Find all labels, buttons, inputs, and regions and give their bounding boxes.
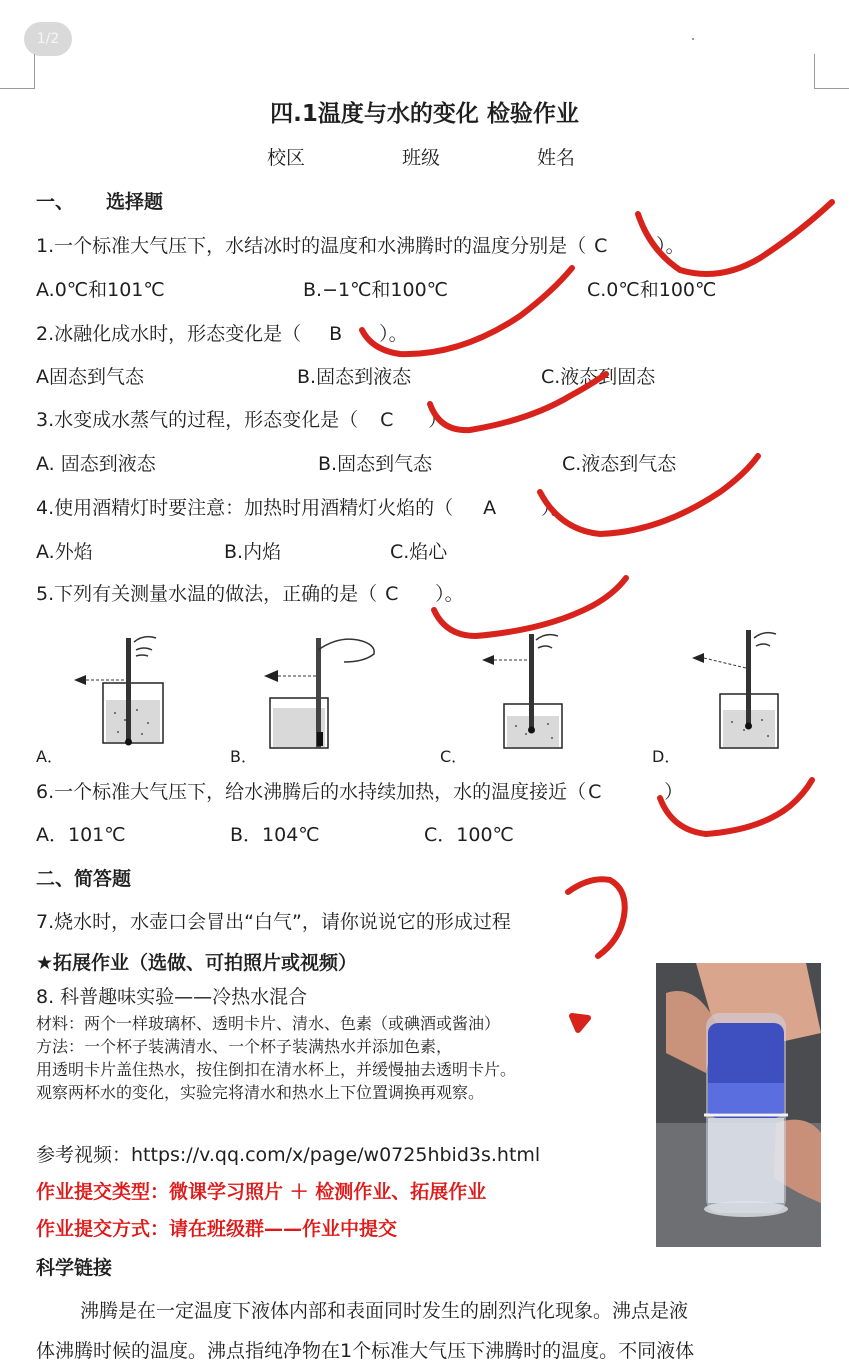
check-mark bbox=[568, 879, 625, 956]
question-close: ） bbox=[664, 781, 684, 803]
submit-method: 作业提交方式：请在班级群——作业中提交 bbox=[36, 1218, 398, 1240]
question-text: 5.下列有关测量水温的做法，正确的是（ bbox=[36, 583, 378, 605]
option-c: C.液态到气态 bbox=[562, 453, 677, 475]
page-indicator[interactable]: 1/2 bbox=[24, 22, 72, 56]
figure-label-d: D． bbox=[652, 747, 681, 766]
experiment-line: 方法：一个杯子装满清水、一个杯子装满热水并添加色素， bbox=[36, 1037, 453, 1056]
section-number: 一、 bbox=[36, 191, 75, 213]
question-close: ） bbox=[428, 409, 448, 431]
experiment-line: 观察两杯水的变化，实验完将清水和热水上下位置调换再观察。 bbox=[36, 1083, 485, 1102]
figure-label-c: C． bbox=[440, 747, 468, 766]
option-c: C.焰心 bbox=[390, 541, 448, 563]
question-5 bbox=[36, 579, 464, 606]
thermometer-figure-c bbox=[478, 626, 588, 752]
answer: C bbox=[385, 583, 399, 605]
question-1 bbox=[36, 231, 685, 258]
dot-mark bbox=[692, 38, 694, 40]
video-reference-link[interactable]: 参考视频：https://v.qq.com/x/page/w0725hbid3s.html bbox=[36, 1144, 541, 1166]
thermometer-figure-d bbox=[688, 626, 798, 752]
figure-label-b: B． bbox=[230, 747, 257, 766]
question-text: 2.冰融化成水时，形态变化是（ bbox=[36, 323, 302, 345]
experiment-title: 8. 科普趣味实验——冷热水混合 bbox=[36, 986, 308, 1008]
science-link-title: 科学链接 bbox=[36, 1257, 113, 1279]
question-6 bbox=[36, 777, 683, 804]
answer: A bbox=[483, 497, 497, 519]
option-c: C.0℃和100℃ bbox=[587, 279, 717, 301]
option-a: A固态到气态 bbox=[36, 366, 144, 388]
option-c: C.液态到固态 bbox=[541, 366, 656, 388]
answer: B bbox=[329, 323, 343, 345]
question-2 bbox=[36, 319, 408, 346]
option-b: B.固态到气态 bbox=[318, 453, 433, 475]
option-b: B.固态到液态 bbox=[297, 366, 412, 388]
question-text: 3.水变成水蒸气的过程，形态变化是（ bbox=[36, 409, 359, 431]
option-a: A. 固态到液态 bbox=[36, 453, 156, 475]
option-b: B.−1℃和100℃ bbox=[303, 279, 449, 301]
experiment-line: 用透明卡片盖住热水，按住倒扣在清水杯上，并缓慢抽去透明卡片。 bbox=[36, 1060, 517, 1079]
science-paragraph: 沸腾是在一定温度下液体内部和表面同时发生的剧烈汽化现象。沸点是液 bbox=[80, 1300, 689, 1322]
question-text: 6.一个标准大气压下，给水沸腾后的水持续加热，水的温度接近（ bbox=[36, 781, 587, 803]
experiment-line: 材料：两个一样玻璃杯、透明卡片、清水、色素（或碘酒或酱油） bbox=[36, 1014, 501, 1033]
question-text: 1.一个标准大气压下，水结冰时的温度和水沸腾时的温度分别是（ bbox=[36, 235, 587, 257]
thermometer-figure-b bbox=[262, 630, 382, 752]
field-campus: 校区 bbox=[267, 147, 306, 169]
experiment-photo bbox=[656, 963, 821, 1247]
question-4 bbox=[36, 493, 570, 520]
figure-label-a: A． bbox=[36, 747, 63, 766]
question-close: ）。 bbox=[379, 323, 408, 345]
question-3 bbox=[36, 405, 447, 432]
section-title: 二、简答题 bbox=[36, 868, 132, 890]
thermometer-figure-a bbox=[70, 628, 180, 748]
option-a: A．101℃ bbox=[36, 824, 126, 846]
document-title: 四.1温度与水的变化 检验作业 bbox=[270, 101, 579, 127]
question-close: ）。 bbox=[541, 497, 570, 519]
page-corner-mark bbox=[814, 54, 849, 89]
submit-type: 作业提交类型：微课学习照片 ＋ 检测作业、拓展作业 bbox=[36, 1181, 487, 1203]
section-title: 选择题 bbox=[106, 191, 164, 213]
page-corner-mark bbox=[0, 54, 35, 89]
question-close: ）。 bbox=[435, 583, 464, 605]
field-name: 姓名 bbox=[537, 147, 576, 169]
option-a: A.外焰 bbox=[36, 541, 93, 563]
question-text: 4.使用酒精灯时要注意：加热时用酒精灯火焰的（ bbox=[36, 497, 454, 519]
answer: C bbox=[594, 235, 608, 257]
check-mark bbox=[572, 1016, 588, 1030]
option-b: B.内焰 bbox=[224, 541, 282, 563]
field-class: 班级 bbox=[402, 147, 441, 169]
option-a: A.0℃和101℃ bbox=[36, 279, 165, 301]
question-close: ）。 bbox=[656, 235, 685, 257]
science-paragraph: 体沸腾时候的温度。沸点指纯净物在1个标准大气压下沸腾时的温度。不同液体 bbox=[36, 1340, 695, 1362]
answer: C bbox=[380, 409, 394, 431]
answer: C bbox=[588, 781, 602, 803]
extension-title: ★拓展作业（选做、可拍照片或视频） bbox=[36, 952, 358, 974]
option-c: C．100℃ bbox=[424, 824, 514, 846]
question-7: 7.烧水时，水壶口会冒出“白气”，请你说说它的形成过程 bbox=[36, 911, 511, 933]
option-b: B．104℃ bbox=[230, 824, 320, 846]
